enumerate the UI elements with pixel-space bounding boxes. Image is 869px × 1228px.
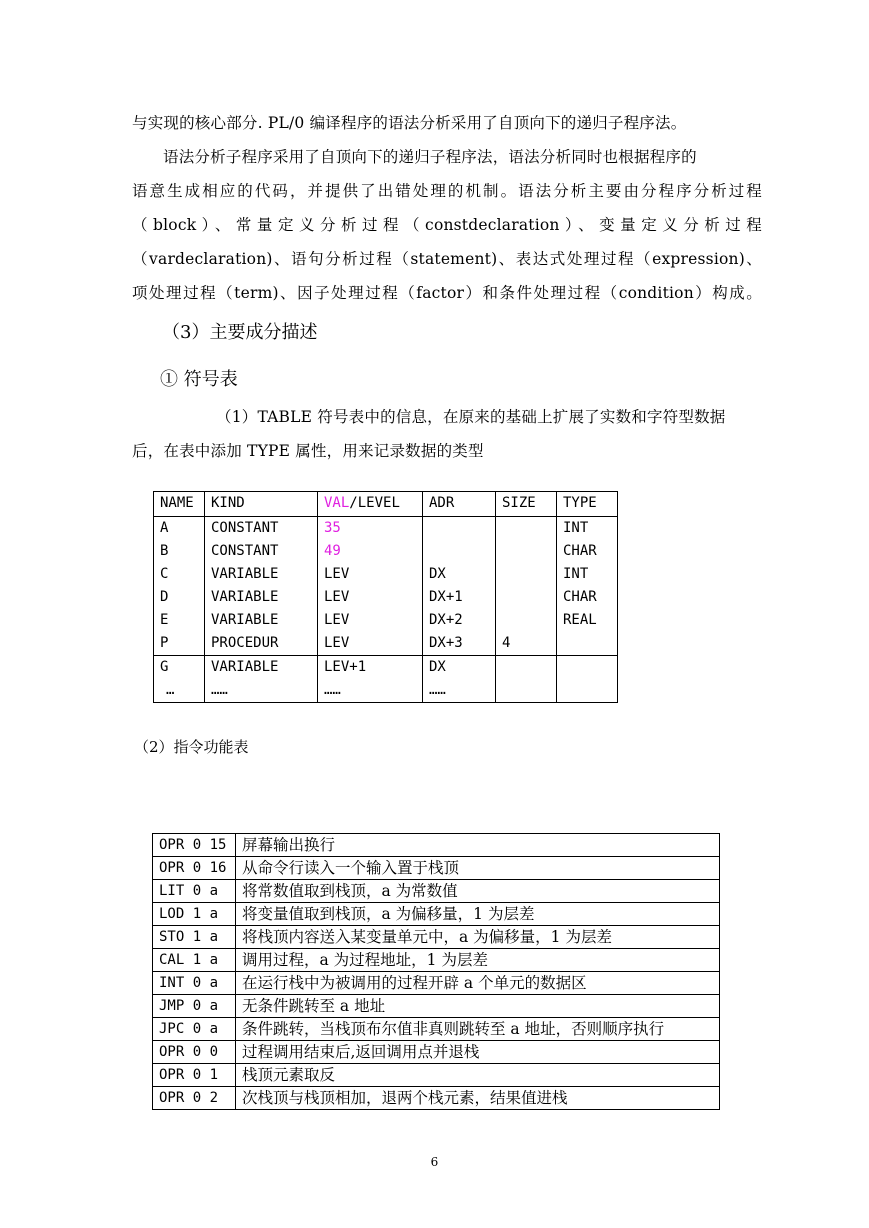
cell-line: VARIABLE <box>211 566 279 582</box>
kind-cell <box>205 656 318 703</box>
cell-line: D <box>160 589 169 605</box>
instruction-code-cell: OPR 0 16 <box>153 857 236 880</box>
table-intro <box>132 400 762 468</box>
cell-line: INT <box>563 520 589 536</box>
paragraph-line: 语法分析子程序采用了自顶向下的递归子程序法，语法分析同时也根据程序的 <box>163 148 697 166</box>
name-cell <box>154 517 205 656</box>
cell-line: VARIABLE <box>211 612 279 628</box>
cell-line: DX+3 <box>429 635 463 651</box>
table-row <box>154 656 618 703</box>
cell-line: CONSTANT <box>211 520 279 536</box>
col-header-val-level <box>318 492 423 517</box>
instruction-code-cell: OPR 0 15 <box>153 834 236 857</box>
cell-line: 49 <box>324 543 341 559</box>
section-heading-3: （3）主要成分描述 <box>162 322 318 343</box>
cell-line <box>429 517 489 540</box>
table-row <box>153 1018 720 1041</box>
val-label: VAL <box>324 495 350 511</box>
instruction-desc-cell: 从命令行读入一个输入置于栈顶 <box>236 857 720 880</box>
type-cell <box>557 517 618 656</box>
instruction-desc-cell: 栈顶元素取反 <box>236 1064 720 1087</box>
cell-line: PROCEDUR <box>211 635 279 651</box>
instruction-desc-cell: 条件跳转，当栈顶布尔值非真则跳转至 a 地址，否则顺序执行 <box>236 1018 720 1041</box>
cell-line <box>502 563 550 586</box>
col-header-adr: ADR <box>423 492 496 517</box>
col-header-type: TYPE <box>557 492 618 517</box>
cell-line: P <box>160 635 169 651</box>
col-header-kind: KIND <box>205 492 318 517</box>
col-header-name: NAME <box>154 492 205 517</box>
paragraph-line: （block）、常量定义分析过程（constdeclaration）、变量定义分析过程 <box>132 216 762 234</box>
cell-line: 35 <box>324 520 341 536</box>
symbol-table <box>153 491 618 703</box>
instruction-table <box>152 833 720 1110</box>
cell-line: CHAR <box>563 543 597 559</box>
instruction-desc-cell: 过程调用结束后,返回调用点并退栈 <box>236 1041 720 1064</box>
type-cell <box>557 656 618 703</box>
instruction-desc-cell: 将常数值取到栈顶，a 为常数值 <box>236 880 720 903</box>
cell-line: DX+1 <box>429 589 463 605</box>
table-row <box>153 880 720 903</box>
paragraph-line: 语意生成相应的代码，并提供了出错处理的机制。语法分析主要由分程序分析过程 <box>132 182 762 200</box>
table-header-row <box>154 492 618 517</box>
instruction-code-cell: JPC 0 a <box>153 1018 236 1041</box>
cell-line: …… <box>211 682 228 698</box>
paragraph-line: 与实现的核心部分. PL/0 编译程序的语法分析采用了自顶向下的递归子程序法。 <box>132 114 687 132</box>
paragraph-line: 项处理过程（term)、因子处理过程（factor）和条件处理过程（condition）构成。 <box>132 284 762 302</box>
paragraph-line: 后，在表中添加 TYPE 属性，用来记录数据的类型 <box>132 442 484 460</box>
table-row <box>153 834 720 857</box>
table-row <box>153 949 720 972</box>
instruction-code-cell: INT 0 a <box>153 972 236 995</box>
instruction-desc-cell: 无条件跳转至 a 地址 <box>236 995 720 1018</box>
cell-line: … <box>166 682 175 698</box>
cell-line: LEV <box>324 566 350 582</box>
cell-line: LEV+1 <box>324 659 367 675</box>
name-cell <box>154 656 205 703</box>
cell-line <box>502 540 550 563</box>
table-row <box>153 1064 720 1087</box>
table-row <box>153 926 720 949</box>
cell-line: E <box>160 612 169 628</box>
instruction-code-cell: OPR 0 1 <box>153 1064 236 1087</box>
paragraph-syntax-analysis <box>132 140 762 310</box>
cell-line <box>429 540 489 563</box>
kind-cell <box>205 517 318 656</box>
instruction-desc-cell: 屏幕输出换行 <box>236 834 720 857</box>
instruction-code-cell: JMP 0 a <box>153 995 236 1018</box>
cell-line: CONSTANT <box>211 543 279 559</box>
table-row <box>154 517 618 656</box>
cell-line: LEV <box>324 589 350 605</box>
paragraph-line: （vardeclaration)、语句分析过程（statement)、表达式处理过程（expression)、 <box>132 250 762 268</box>
instruction-desc-cell: 将变量值取到栈顶，a 为偏移量，1 为层差 <box>236 903 720 926</box>
adr-cell <box>423 656 496 703</box>
cell-line: 4 <box>502 635 511 651</box>
instruction-code-cell: LOD 1 a <box>153 903 236 926</box>
cell-line: C <box>160 566 169 582</box>
cell-line: LEV <box>324 612 350 628</box>
table-row <box>153 857 720 880</box>
paragraph-intro <box>132 106 762 140</box>
instruction-desc-cell: 次栈顶与栈顶相加，退两个栈元素，结果值进栈 <box>236 1087 720 1110</box>
col-header-size: SIZE <box>496 492 557 517</box>
instruction-code-cell: CAL 1 a <box>153 949 236 972</box>
instruction-desc-cell: 将栈顶内容送入某变量单元中，a 为偏移量，1 为层差 <box>236 926 720 949</box>
adr-cell <box>423 517 496 656</box>
size-cell <box>496 656 557 703</box>
val-level-cell <box>318 517 423 656</box>
instruction-desc-cell: 在运行栈中为被调用的过程开辟 a 个单元的数据区 <box>236 972 720 995</box>
table-row <box>153 903 720 926</box>
cell-line: DX+2 <box>429 612 463 628</box>
cell-line: B <box>160 543 169 559</box>
instruction-code-cell: LIT 0 a <box>153 880 236 903</box>
level-label: /LEVEL <box>349 495 400 511</box>
instruction-code-cell: OPR 0 2 <box>153 1087 236 1110</box>
cell-line <box>502 517 550 540</box>
cell-line: DX <box>429 566 446 582</box>
cell-line: REAL <box>563 612 597 628</box>
instruction-code-cell: STO 1 a <box>153 926 236 949</box>
size-cell <box>496 517 557 656</box>
cell-line: G <box>160 659 169 675</box>
instruction-desc-cell: 调用过程，a 为过程地址，1 为层差 <box>236 949 720 972</box>
cell-line: LEV <box>324 635 350 651</box>
cell-line: …… <box>324 682 341 698</box>
table-row <box>153 1087 720 1110</box>
cell-line: CHAR <box>563 589 597 605</box>
page-number: 6 <box>430 1155 439 1169</box>
cell-line: …… <box>429 682 446 698</box>
cell-line: A <box>160 520 169 536</box>
instruction-table-caption: （2）指令功能表 <box>134 738 249 756</box>
cell-line <box>502 586 550 609</box>
table-row <box>153 972 720 995</box>
paragraph-line: （1）TABLE 符号表中的信息，在原来的基础上扩展了实数和字符型数据 <box>216 408 726 426</box>
cell-line: INT <box>563 566 589 582</box>
cell-line: VARIABLE <box>211 589 279 605</box>
cell-line <box>502 609 550 632</box>
cell-line: VARIABLE <box>211 659 279 675</box>
val-level-cell <box>318 656 423 703</box>
cell-line <box>563 632 611 655</box>
subsection-heading-symbol-table: ① 符号表 <box>160 369 238 390</box>
table-row <box>153 1041 720 1064</box>
table-row <box>153 995 720 1018</box>
instruction-code-cell: OPR 0 0 <box>153 1041 236 1064</box>
cell-line: DX <box>429 659 446 675</box>
